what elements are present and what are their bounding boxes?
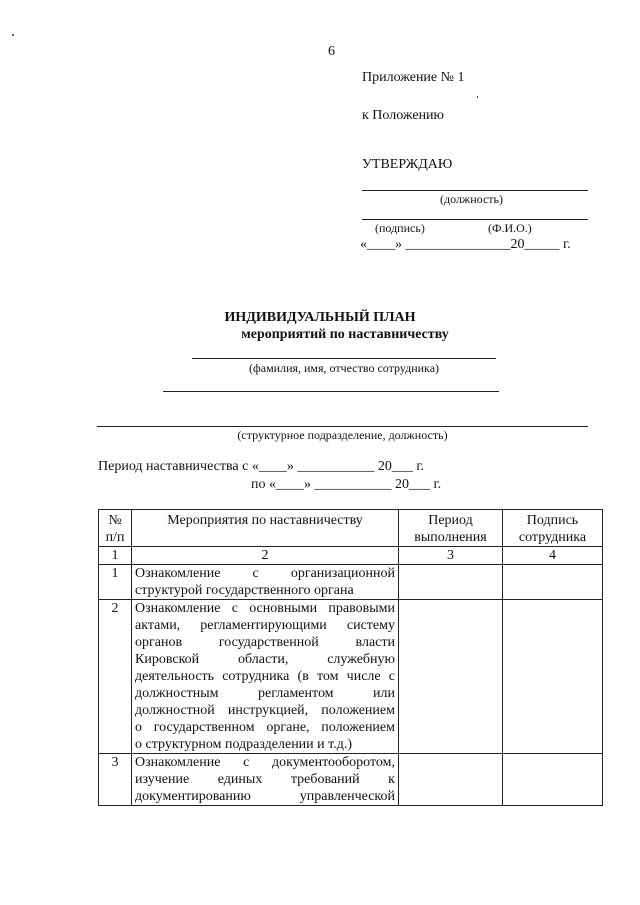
row-number: 3: [99, 754, 132, 806]
row-number: 1: [99, 565, 132, 600]
name-caption: (Ф.И.О.): [488, 221, 532, 235]
activity-line: Ознакомление с документооборотом,: [135, 755, 395, 770]
position-caption: (должность): [440, 192, 503, 206]
activity-line: деятельность сотрудника (в том числе с: [135, 669, 395, 684]
row-activity: [132, 600, 399, 754]
header-number: № п/п: [105, 513, 125, 545]
col-number-3: 3: [399, 547, 503, 565]
header-cell-activity: [132, 510, 399, 547]
col-number-4: 4: [503, 547, 603, 565]
activity-line: Кировской области, служебную: [135, 652, 395, 667]
activity-line: структурой государственного органа: [135, 583, 354, 598]
unit-caption: (структурное подразделение, должность): [237, 428, 448, 442]
approval-date-line: «____» _______________20_____ г.: [360, 237, 571, 252]
page-number: 6: [328, 44, 335, 59]
activity-line: Ознакомление с организационной: [135, 566, 395, 581]
row-number: 2: [99, 600, 132, 754]
period-from-line: Период наставничества с «____» ___________ 20___ г.: [98, 459, 425, 474]
table-row: [99, 600, 603, 754]
row-activity: [132, 754, 399, 806]
activity-line: актами, регламентирующими систему: [135, 618, 395, 633]
scan-speck: [12, 34, 14, 36]
appendix-subtitle: к Положению: [362, 108, 445, 123]
table-row: [99, 565, 603, 600]
header-cell-period: [399, 510, 503, 547]
row-signature-cell: [503, 600, 603, 754]
header-signature: Подпись сотрудника: [518, 513, 587, 545]
table-header-row: [99, 510, 603, 547]
plan-title: ИНДИВИДУАЛЬНЫЙ ПЛАН: [224, 310, 416, 325]
row-period-cell: [399, 565, 503, 600]
row-signature-cell: [503, 565, 603, 600]
row-period-cell: [399, 754, 503, 806]
activity-line: изучение единых требований к: [135, 772, 395, 787]
row-activity: [132, 565, 399, 600]
period-to-line: по «____» ___________ 20___ г.: [251, 477, 442, 492]
activity-line: Ознакомление с основными правовыми: [135, 601, 395, 616]
activity-line: должностной инструкцией, положением: [135, 703, 395, 718]
header-period: Период выполнения: [414, 513, 487, 545]
col-number-2: 2: [132, 547, 399, 565]
row-period-cell: [399, 600, 503, 754]
scan-speck: [477, 96, 478, 98]
table-row: [99, 754, 603, 806]
appendix-title: Приложение № 1: [362, 70, 465, 85]
header-cell-signature: [503, 510, 603, 547]
row-signature-cell: [503, 754, 603, 806]
column-number-row: [99, 547, 603, 565]
employee-name-line: [192, 358, 496, 359]
approval-word: УТВЕРЖДАЮ: [362, 157, 453, 172]
header-cell-number: [99, 510, 132, 547]
header-activity: Мероприятия по наставничеству: [167, 513, 363, 528]
activity-line: о государственном органе, положением: [135, 720, 395, 735]
employee-caption: (фамилия, имя, отчество сотрудника): [248, 361, 440, 375]
plan-subtitle: мероприятий по наставничеству: [241, 327, 449, 342]
position-line: [362, 190, 588, 191]
signature-name-line: [362, 219, 588, 220]
activity-line: о структурном подразделении и т.д.): [135, 737, 353, 752]
employee-extra-line: [163, 391, 499, 392]
unit-position-line: [97, 426, 588, 427]
signature-caption: (подпись): [375, 221, 425, 235]
col-number-1: 1: [99, 547, 132, 565]
mentoring-plan-table: [98, 509, 603, 806]
activity-line: органов государственной власти: [135, 635, 395, 650]
activity-line: должностным регламентом или: [135, 686, 395, 701]
activity-line: документированию управленческой: [135, 789, 395, 804]
